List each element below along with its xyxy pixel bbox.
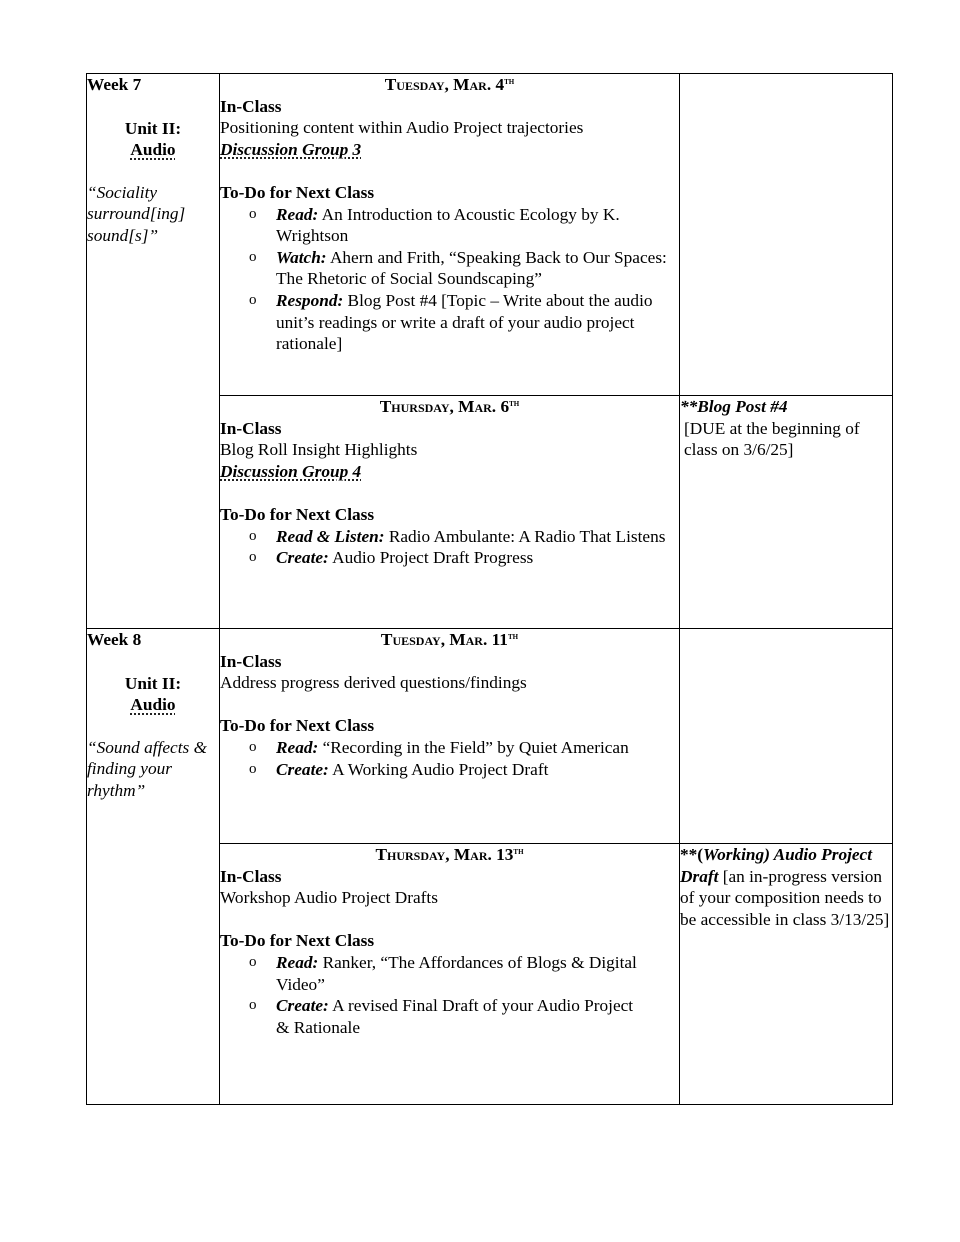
day-cell [220, 844, 680, 1105]
list-item: o Watch: Ahern and Frith, “Speaking Back to Our Spaces: The Rhetoric of Social Soundscaping” [249, 247, 667, 289]
due-note-title: **(Working) Audio Project Draft [680, 845, 873, 886]
circle-bullet-icon: o [249, 205, 257, 222]
day-heading: Tuesday, Mar. 11th [380, 630, 519, 649]
in-class-label: In-Class [220, 866, 282, 886]
list-item: o Read & Listen: Radio Ambulante: A Radio That Listens [249, 526, 666, 546]
in-class-label: In-Class [220, 96, 282, 116]
task-list [220, 526, 679, 569]
week-cell [87, 629, 220, 1105]
in-class-label: In-Class [220, 418, 282, 438]
in-class-activity: Address progress derived questions/findings [220, 673, 527, 693]
list-item: o Read: Ranker, “The Affordances of Blogs & Digital Video” [249, 952, 637, 994]
due-note-text: [an in-progress version of your composition needs to be accessible in class 3/13/25] [680, 866, 890, 929]
day-heading: Thursday, Mar. 6th [379, 397, 520, 416]
list-item: o Create: A Working Audio Project Draft [249, 759, 549, 779]
discussion-group: Discussion Group 4 [220, 461, 362, 481]
week-cell [87, 74, 220, 629]
due-note-text: [DUE at the beginning of class on 3/6/25] [684, 418, 860, 460]
task-list [220, 952, 679, 1038]
circle-bullet-icon: o [249, 248, 257, 265]
in-class-activity: Blog Roll Insight Highlights [220, 440, 418, 460]
in-class-activity: Positioning content within Audio Project trajectories [220, 118, 584, 138]
circle-bullet-icon: o [249, 291, 257, 308]
circle-bullet-icon: o [249, 738, 257, 755]
table-row [87, 629, 893, 844]
day-heading: Thursday, Mar. 13th [375, 845, 524, 864]
note-cell [680, 844, 893, 1105]
list-item: o Create: A revised Final Draft of your Audio Project & Rationale [249, 996, 634, 1037]
in-class-label: In-Class [220, 651, 282, 671]
task-list [220, 204, 679, 355]
circle-bullet-icon: o [249, 953, 257, 970]
list-item: o Respond: Blog Post #4 [Topic – Write about the audio unit’s readings or write a draft of your audio project rationale] [249, 290, 653, 354]
unit-subtitle: Audio [130, 695, 176, 715]
unit-subtitle: Audio [130, 140, 176, 160]
week-label: Week 7 [87, 75, 142, 94]
table-row [87, 74, 893, 396]
task-list [220, 737, 679, 780]
circle-bullet-icon: o [249, 997, 257, 1014]
list-item: o Read: “Recording in the Field” by Quiet American [249, 737, 629, 757]
todo-label: To-Do for Next Class [220, 716, 375, 736]
due-note-title: **Blog Post #4 [680, 397, 788, 416]
in-class-activity: Workshop Audio Project Drafts [220, 888, 438, 908]
discussion-group: Discussion Group 3 [220, 139, 362, 159]
unit-label: Unit II: [124, 673, 182, 693]
circle-bullet-icon: o [249, 527, 257, 544]
note-cell [680, 74, 893, 396]
todo-label: To-Do for Next Class [220, 504, 375, 524]
unit-label: Unit II: [124, 118, 182, 138]
day-heading: Tuesday, Mar. 4th [384, 75, 515, 94]
circle-bullet-icon: o [249, 760, 257, 777]
schedule-table [86, 73, 893, 1105]
circle-bullet-icon: o [249, 549, 257, 566]
day-cell [220, 396, 680, 629]
list-item: o Read: An Introduction to Acoustic Ecology by K. Wrightson [249, 204, 620, 246]
week-theme: “Sociality surround[ing] sound[s]” [87, 182, 186, 245]
note-cell [680, 629, 893, 844]
list-item: o Create: Audio Project Draft Progress [249, 548, 534, 568]
note-cell [680, 396, 893, 629]
todo-label: To-Do for Next Class [220, 182, 375, 202]
week-label: Week 8 [87, 630, 142, 649]
day-cell [220, 629, 680, 844]
week-theme: “Sound affects & finding your rhythm” [87, 737, 208, 800]
day-cell [220, 74, 680, 396]
todo-label: To-Do for Next Class [220, 931, 375, 951]
